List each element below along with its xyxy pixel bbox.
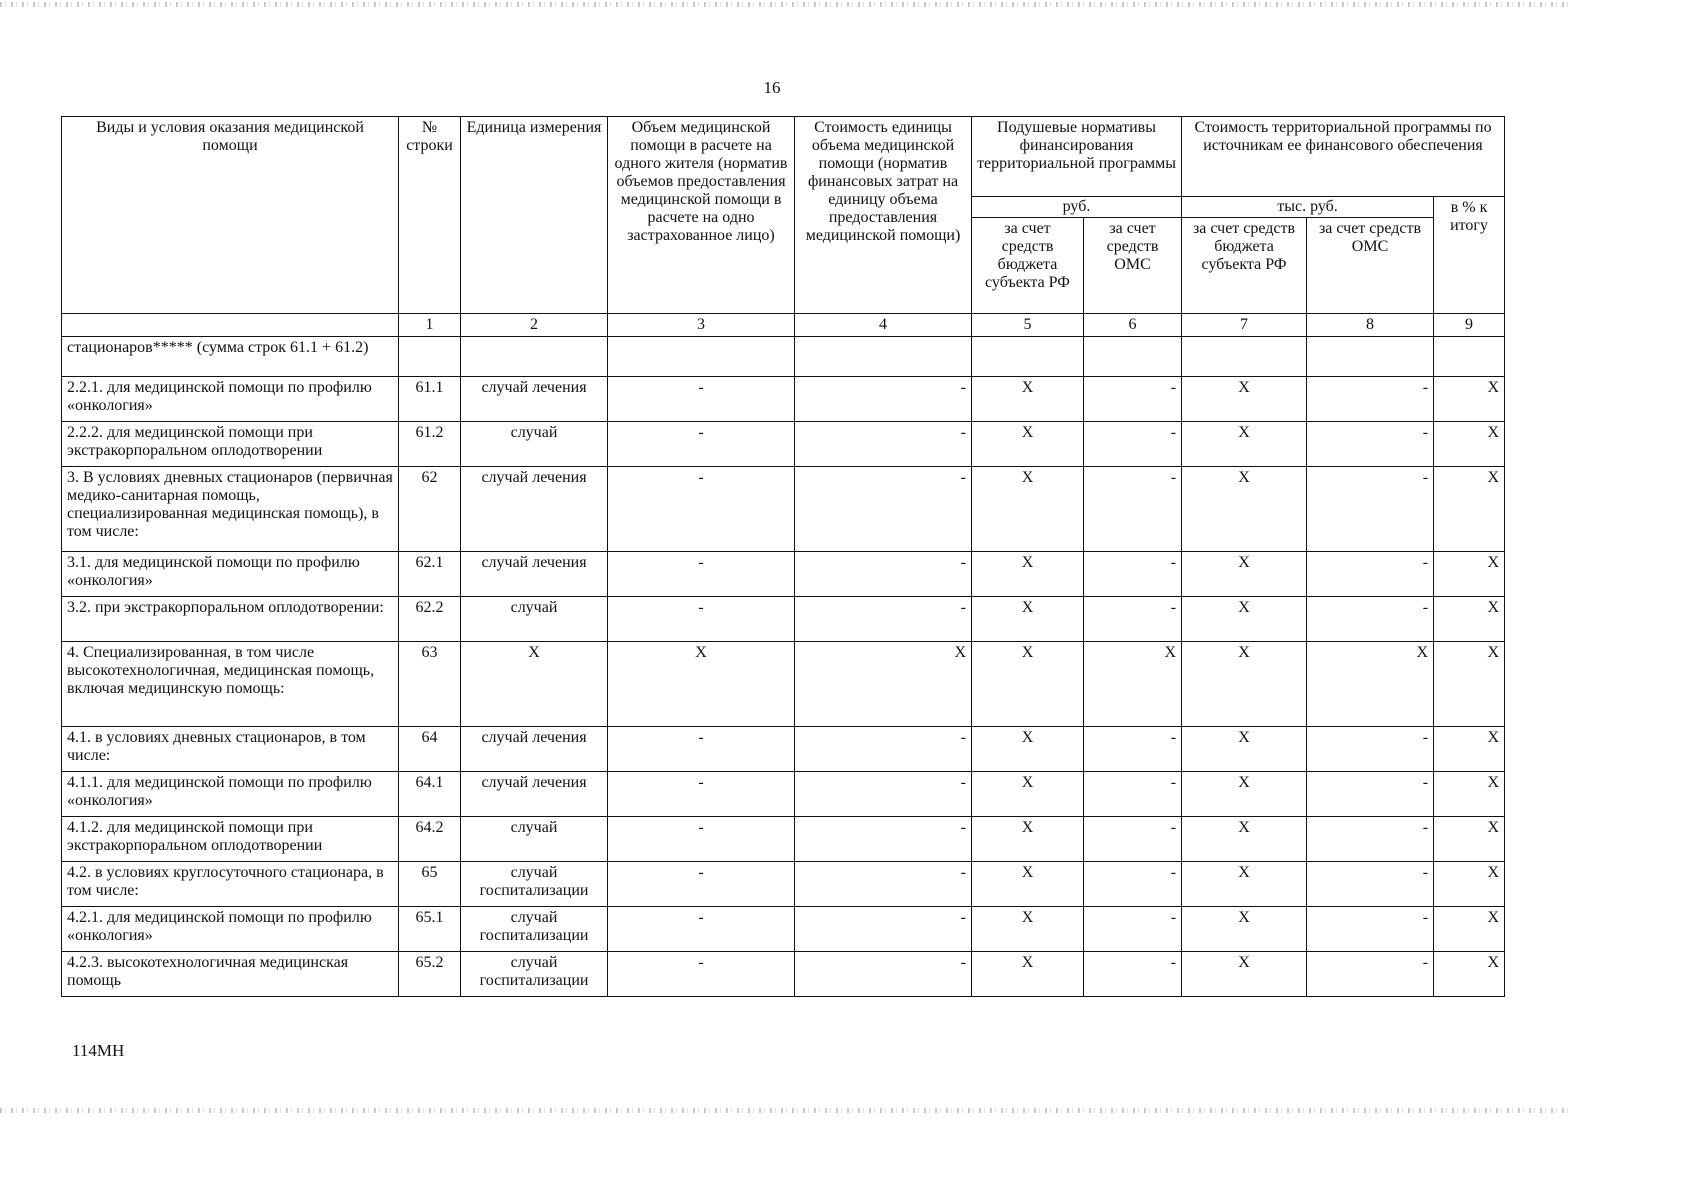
cell-unit-cost: - [795,377,972,422]
cell-volume: X [608,642,795,727]
cell-budget-rub: X [972,597,1084,642]
cell-budget-thous: X [1182,377,1307,422]
cell-oms-rub: - [1084,377,1182,422]
header-kinds: Виды и условия оказания медицинской помощи [62,117,399,314]
cell-budget-thous: X [1182,597,1307,642]
table-row [62,727,1505,772]
header-row-no: № строки [399,117,461,314]
table-row [62,552,1505,597]
cell-unit-cost: X [795,642,972,727]
cell-budget-thous: X [1182,727,1307,772]
table-row [62,817,1505,862]
cell-budget-thous: X [1182,552,1307,597]
row-unit: случай [461,597,608,642]
row-unit: случай лечения [461,727,608,772]
cell-unit-cost: - [795,952,972,997]
row-name: 4.2.1. для медицинской помощи по профилю «онкология» [62,907,399,952]
cell-volume: - [608,422,795,467]
cell-volume: - [608,772,795,817]
cell-oms-thous: - [1307,727,1434,772]
row-name: 2.2.1. для медицинской помощи по профилю «онкология» [62,377,399,422]
cell-percent: X [1434,907,1505,952]
column-number: 7 [1182,314,1307,337]
column-numbers-row [62,314,1505,337]
cell-budget-thous: X [1182,817,1307,862]
row-number: 63 [399,642,461,727]
cell-percent: X [1434,377,1505,422]
table-row [62,862,1505,907]
cell-percent: X [1434,467,1505,552]
header-budget-rf: за счет средств бюджета субъекта РФ [972,218,1084,314]
cell-oms-thous: - [1307,952,1434,997]
cell-volume: - [608,727,795,772]
cell-budget-thous: X [1182,772,1307,817]
cell-oms-rub: - [1084,467,1182,552]
row-number: 62 [399,467,461,552]
cell-volume: - [608,597,795,642]
column-number: 6 [1084,314,1182,337]
table-row [62,377,1505,422]
row-number: 65 [399,862,461,907]
row-unit: случай госпитализации [461,862,608,907]
row-name: 4.2. в условиях круглосуточного стационара, в том числе: [62,862,399,907]
row-number: 64.2 [399,817,461,862]
cell-percent [1434,337,1505,377]
cell-budget-thous: X [1182,467,1307,552]
table-row [62,952,1505,997]
row-number [399,337,461,377]
cell-percent: X [1434,552,1505,597]
row-number: 62.1 [399,552,461,597]
row-unit: случай лечения [461,772,608,817]
row-unit: X [461,642,608,727]
cell-oms-rub [1084,337,1182,377]
financing-table [61,116,1505,997]
cell-oms-rub: - [1084,952,1182,997]
column-number: 4 [795,314,972,337]
row-name: 2.2.2. для медицинской помощи при экстракорпоральном оплодотворении [62,422,399,467]
row-number: 62.2 [399,597,461,642]
cell-budget-thous: X [1182,907,1307,952]
table-row [62,467,1505,552]
header-per-capita: Подушевые нормативы финансирования территориальной программы [972,117,1182,197]
cell-percent: X [1434,862,1505,907]
cell-budget-rub: X [972,862,1084,907]
cell-budget-thous: X [1182,422,1307,467]
row-name: 4.1.2. для медицинской помощи при экстракорпоральном оплодотворении [62,817,399,862]
row-name: 4.1.1. для медицинской помощи по профилю «онкология» [62,772,399,817]
cell-budget-rub: X [972,422,1084,467]
header-thous-rub: тыс. руб. [1182,197,1434,218]
row-name: 3.2. при экстракорпоральном оплодотворении: [62,597,399,642]
column-number: 1 [399,314,461,337]
cell-budget-thous: X [1182,952,1307,997]
table-row [62,422,1505,467]
cell-budget-rub: X [972,642,1084,727]
cell-percent: X [1434,597,1505,642]
cell-volume: - [608,377,795,422]
cell-budget-rub [972,337,1084,377]
column-number: 2 [461,314,608,337]
cell-budget-rub: X [972,377,1084,422]
column-number: 8 [1307,314,1434,337]
cell-oms-rub: - [1084,422,1182,467]
scan-edge-top [0,2,1568,7]
header-budget-rf-thous: за счет средств бюджета субъекта РФ [1182,218,1307,314]
row-unit: случай лечения [461,377,608,422]
row-number: 64.1 [399,772,461,817]
cell-oms-rub: - [1084,907,1182,952]
cell-percent: X [1434,952,1505,997]
cell-budget-rub: X [972,552,1084,597]
cell-oms-thous: - [1307,817,1434,862]
table-row [62,907,1505,952]
page-number: 16 [763,78,781,97]
row-number: 65.1 [399,907,461,952]
cell-budget-rub: X [972,772,1084,817]
row-unit: случай госпитализации [461,952,608,997]
row-name: 3. В условиях дневных стационаров (первичная медико-санитарная помощь, специализированная медицинская помощь), в том числе: [62,467,399,552]
cell-oms-thous: - [1307,467,1434,552]
cell-oms-rub: - [1084,772,1182,817]
cell-volume: - [608,862,795,907]
header-program-cost: Стоимость территориальной программы по источникам ее финансового обеспечения [1182,117,1505,197]
cell-oms-thous [1307,337,1434,377]
cell-unit-cost: - [795,772,972,817]
table-row [62,642,1505,727]
cell-budget-rub: X [972,907,1084,952]
column-number: 5 [972,314,1084,337]
cell-volume: - [608,952,795,997]
cell-percent: X [1434,727,1505,772]
row-name: 3.1. для медицинской помощи по профилю «онкология» [62,552,399,597]
header-unit: Единица измерения [461,117,608,314]
cell-budget-rub: X [972,817,1084,862]
header-unit-cost: Стоимость единицы объема медицинской помощи (норматив финансовых затрат на единицу объема предоставления медицинской помощи) [795,117,972,314]
cell-oms-rub: - [1084,862,1182,907]
cell-unit-cost: - [795,727,972,772]
cell-oms-thous: - [1307,772,1434,817]
cell-percent: X [1434,642,1505,727]
scan-edge-bottom [0,1108,1568,1113]
cell-oms-rub: - [1084,817,1182,862]
cell-oms-thous: X [1307,642,1434,727]
header-rub: руб. [972,197,1182,218]
cell-oms-rub: - [1084,727,1182,772]
cell-percent: X [1434,772,1505,817]
cell-volume: - [608,552,795,597]
cell-oms-rub: - [1084,597,1182,642]
footer-code: 114МН [72,1041,125,1060]
row-unit: случай лечения [461,467,608,552]
cell-unit-cost: - [795,422,972,467]
cell-unit-cost: - [795,817,972,862]
cell-budget-rub: X [972,952,1084,997]
cell-oms-thous: - [1307,862,1434,907]
header-volume: Объем медицинской помощи в расчете на одного жителя (норматив объемов предоставления медицинской помощи в расчете на одно застрахованное лицо) [608,117,795,314]
row-number: 64 [399,727,461,772]
cell-oms-thous: - [1307,907,1434,952]
row-name: 4. Специализированная, в том числе высокотехнологичная, медицинская помощь, включая медицинскую помощь: [62,642,399,727]
row-unit: случай [461,817,608,862]
cell-unit-cost: - [795,862,972,907]
cell-unit-cost: - [795,907,972,952]
cell-unit-cost: - [795,597,972,642]
column-number: 9 [1434,314,1505,337]
cell-volume [608,337,795,377]
cell-volume: - [608,907,795,952]
header-oms-thous: за счет средств ОМС [1307,218,1434,314]
row-number: 61.1 [399,377,461,422]
row-unit [461,337,608,377]
cell-budget-thous: X [1182,862,1307,907]
row-unit: случай [461,422,608,467]
table-body [62,337,1505,997]
row-name: стационаров***** (сумма строк 61.1 + 61.2) [62,337,399,377]
row-unit: случай госпитализации [461,907,608,952]
table-header [62,117,1505,337]
row-unit: случай лечения [461,552,608,597]
cell-oms-rub: X [1084,642,1182,727]
cell-budget-rub: X [972,467,1084,552]
row-name: 4.1. в условиях дневных стационаров, в том числе: [62,727,399,772]
cell-unit-cost: - [795,552,972,597]
cell-budget-thous [1182,337,1307,377]
cell-percent: X [1434,422,1505,467]
cell-percent: X [1434,817,1505,862]
cell-oms-thous: - [1307,597,1434,642]
cell-volume: - [608,467,795,552]
cell-unit-cost: - [795,467,972,552]
header-oms: за счет средств ОМС [1084,218,1182,314]
column-number: 3 [608,314,795,337]
table-row [62,772,1505,817]
cell-volume: - [608,817,795,862]
column-number [62,314,399,337]
cell-budget-rub: X [972,727,1084,772]
cell-budget-thous: X [1182,642,1307,727]
table-row [62,337,1505,377]
header-percent-total: в % к итогу [1434,197,1505,314]
table-row [62,597,1505,642]
cell-oms-thous: - [1307,377,1434,422]
row-number: 65.2 [399,952,461,997]
cell-unit-cost [795,337,972,377]
cell-oms-rub: - [1084,552,1182,597]
cell-oms-thous: - [1307,422,1434,467]
cell-oms-thous: - [1307,552,1434,597]
row-number: 61.2 [399,422,461,467]
row-name: 4.2.3. высокотехнологичная медицинская помощь [62,952,399,997]
